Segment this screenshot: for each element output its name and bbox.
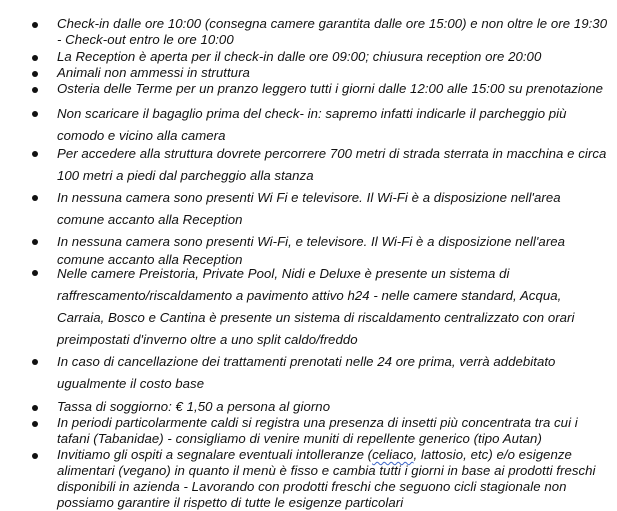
text-line: In nessuna camera sono presenti Wi Fi e televisore. Il Wi-Fi è a disposizione nell'area	[57, 190, 561, 205]
text-line: alimentari (vegano) in quanto il menù è fisso e cambia tutti i giorni in base ai prodotti freschi	[57, 463, 596, 478]
text-line: Osteria delle Terme per un pranzo leggero tutti i giorni dalle 12:00 alle 15:00 su prenotazione	[57, 81, 604, 96]
text-line: Non scaricare il bagaglio prima del check- in: sapremo infatti indicarle il parcheggio più	[57, 106, 567, 121]
bullet-dot	[32, 405, 38, 411]
bullet-dot	[32, 195, 38, 201]
text-line: Check-in dalle ore 10:00 (consegna camere garantita dalle ore 15:00) e non oltre le ore 19:30	[57, 16, 608, 31]
list-item-text	[57, 263, 613, 351]
text-line: possiamo garantire il rispetto di tutte le esigenze particolari	[57, 495, 404, 510]
text-line: Nelle camere Preistoria, Private Pool, Nidi e Deluxe è presente un sistema di	[57, 266, 510, 281]
text-line: ugualmente il costo base	[57, 376, 205, 391]
text-line: In caso di cancellazione dei trattamenti prenotati nelle 24 ore prima, verrà addebitato	[57, 354, 556, 369]
text-line: tafani (Tabanidae) - consigliamo di venire muniti di repellente generico (tipo Autan)	[57, 431, 542, 446]
text-line: raffrescamento/riscaldamento a pavimento attivo h24 - nelle camere standard, Acqua,	[57, 288, 562, 303]
list-item-text	[57, 399, 613, 415]
bullet-dot	[32, 270, 38, 276]
list-item-text	[57, 16, 613, 48]
text-line: Animali non ammessi in struttura	[57, 65, 250, 80]
bullet-dot	[32, 421, 38, 427]
bullet-dot	[32, 359, 38, 365]
bullet-dot	[32, 111, 38, 117]
text-line: preimpostati d'inverno oltre a uno split caldo/freddo	[57, 332, 358, 347]
spellcheck-underlined-word: celiaco	[372, 447, 414, 462]
list-item-text	[57, 143, 613, 187]
bullet-dot	[32, 453, 38, 459]
text-fragment: , lattosio, etc) e/o esigenze	[413, 447, 572, 462]
text-line: In periodi particolarmente caldi si registra una presenza di insetti più concentrata tra cui i	[57, 415, 578, 430]
bullet-dot	[32, 239, 38, 245]
text-line: In nessuna camera sono presenti Wi-Fi, e televisore. Il Wi-Fi è a disposizione nell'area	[57, 234, 566, 249]
bullet-dot	[32, 55, 38, 61]
list-item-text	[57, 447, 613, 511]
list-item-text	[57, 187, 613, 231]
list-item-text	[57, 231, 613, 267]
text-line: comune accanto alla Reception	[57, 252, 243, 267]
text-line: 100 metri a piedi dal parcheggio alla stanza	[57, 168, 314, 183]
text-line	[57, 447, 613, 463]
text-line: comune accanto alla Reception	[57, 212, 243, 227]
bullet-dot	[32, 71, 38, 77]
list-item-text	[57, 415, 613, 447]
text-line: comodo e vicino alla camera	[57, 128, 226, 143]
list-item-text	[57, 103, 613, 147]
text-line: La Reception è aperta per il check-in dalle ore 09:00; chiusura reception ore 20:00	[57, 49, 542, 64]
text-fragment: Invitiamo gli ospiti a segnalare eventuali intolleranze (	[57, 447, 373, 462]
list-item-text	[57, 351, 613, 395]
list-item-text	[57, 65, 613, 81]
text-line: Tassa di soggiorno: € 1,50 a persona al giorno	[57, 399, 331, 414]
list-item-text	[57, 49, 613, 65]
bullet-dot	[32, 151, 38, 157]
list-item-text	[57, 81, 613, 97]
text-line: - Check-out entro le ore 10:00	[57, 32, 234, 47]
bullet-dot	[32, 87, 38, 93]
text-line: Carraia, Bosco e Cantina è presente un sistema di riscaldamento centralizzato con orari	[57, 310, 575, 325]
text-line: Per accedere alla struttura dovrete percorrere 700 metri di strada sterrata in macchina e circa	[57, 146, 607, 161]
text-line: disponibili in azienda - Lavorando con prodotti freschi che seguono cicli stagionale non	[57, 479, 567, 494]
list-item-cutoff	[0, 0, 617, 1]
bullet-dot	[32, 22, 38, 28]
